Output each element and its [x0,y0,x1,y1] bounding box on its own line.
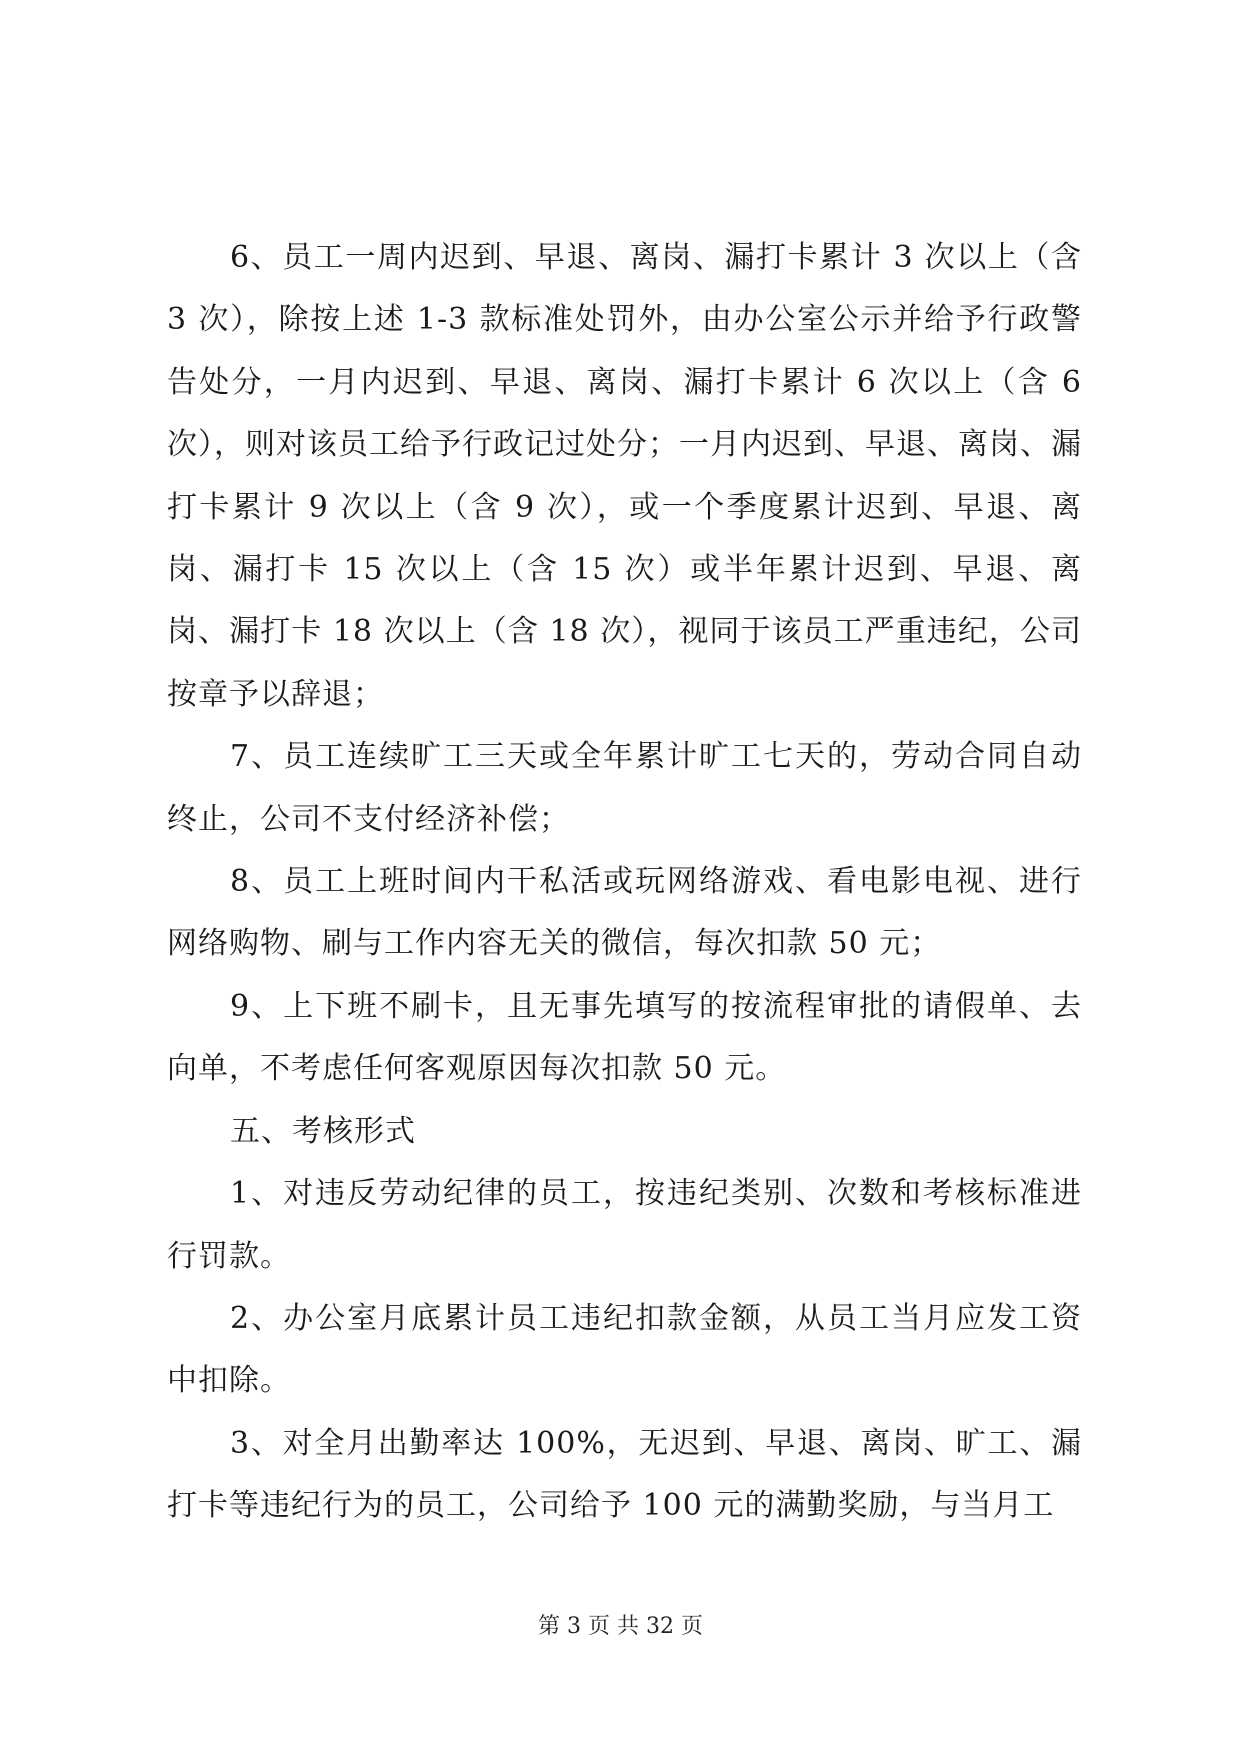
paragraph-assessment-1: 1、对违反劳动纪律的员工，按违纪类别、次数和考核标准进行罚款。 [167,1176,1082,1274]
paragraph-assessment-3: 3、对全月出勤率达 100%，无迟到、早退、离岗、旷工、漏打卡等违纪行为的员工，公司给予 100 元的满勤奖励，与当月工 [167,1425,1082,1524]
paragraph-item-8: 8、员工上班时间内干私活或玩网络游戏、看电影电视、进行网络购物、刷与工作内容无关的微信，每次扣款 50 元； [167,864,1082,962]
section-heading-assessment: 五、考核形式 [230,1113,416,1149]
page-number-footer: 第 3 页 共 32 页 [538,1614,703,1639]
document-body [167,227,1082,1538]
paragraph-item-6: 6、员工一周内迟到、早退、离岗、漏打卡累计 3 次以上（含 3 次），除按上述 1-3 款标准处罚外，由办公室公示并给予行政警告处分，一月内迟到、早退、离岗、漏打卡累计 6 次以上（含 6 次），则对该员工给予行政记过处分；一月内迟到、早退、离岗、漏打卡累计 9 次以上（含 9 次），或一个季度累计迟到、早退、离岗、漏打卡 15 次以上（含 15 次）或半年累计迟到、早退、离岗、漏打卡 18 次以上（含 18 次），视同于该员工严重违纪，公司按章予以辞退； [167,240,1082,712]
paragraph-item-9: 9、上下班不刷卡，且无事先填写的按流程审批的请假单、去向单，不考虑任何客观原因每次扣款 50 元。 [167,988,1082,1087]
paragraph-item-7: 7、员工连续旷工三天或全年累计旷工七天的，劳动合同自动终止，公司不支付经济补偿； [167,739,1082,837]
paragraph-assessment-2: 2、办公室月底累计员工违纪扣款金额，从员工当月应发工资中扣除。 [167,1300,1082,1399]
